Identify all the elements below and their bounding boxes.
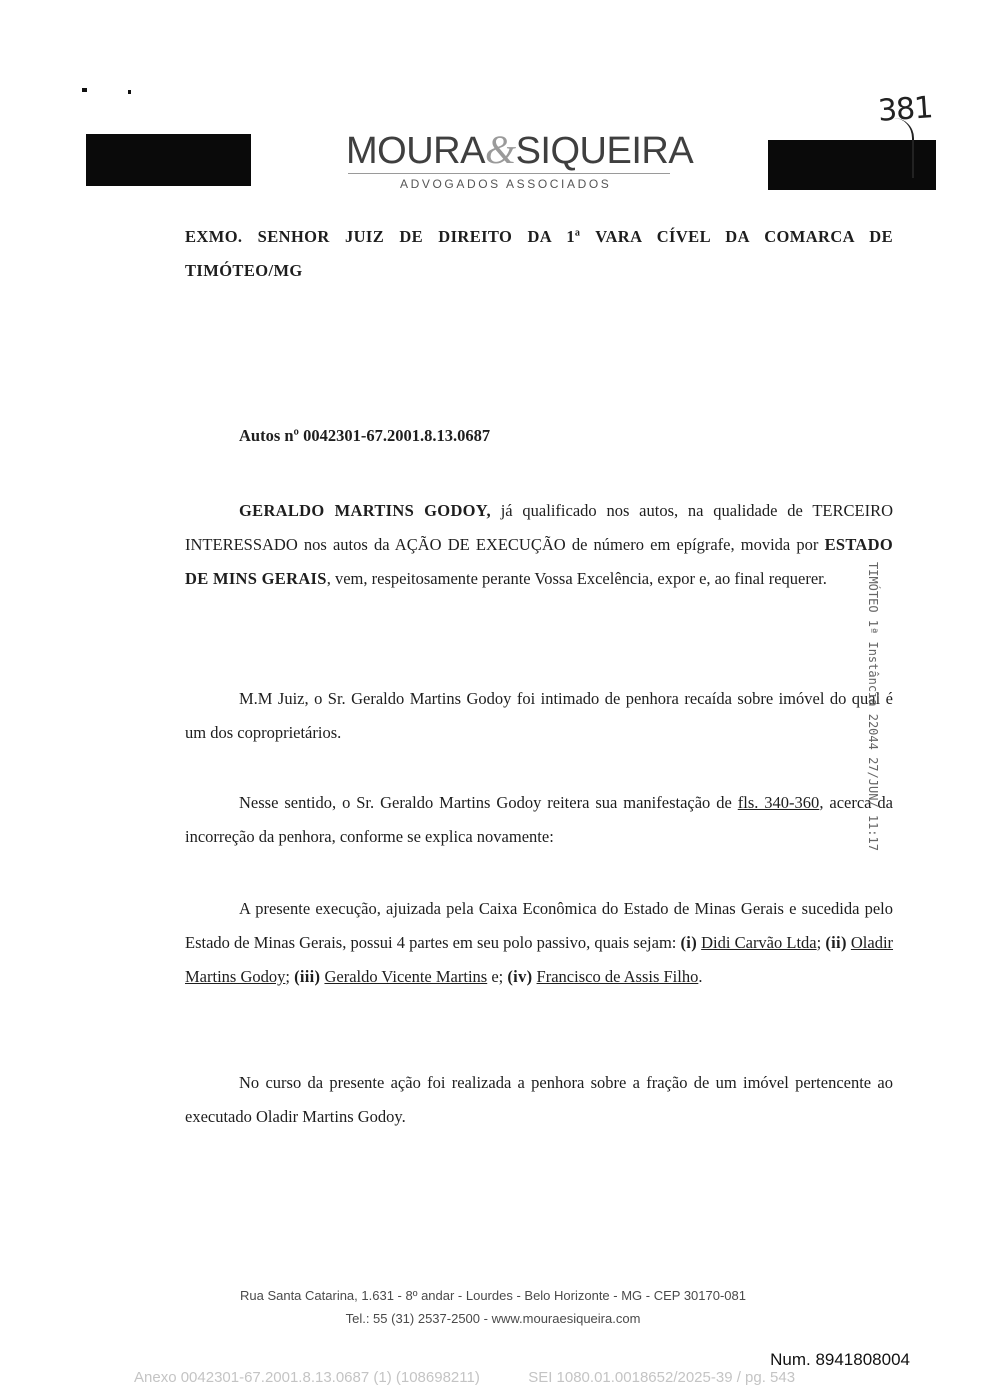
- footer-address: Rua Santa Catarina, 1.631 - 8º andar - Lourdes - Belo Horizonte - MG - CEP 30170-081: [239, 1288, 746, 1303]
- handwritten-page-number: 381: [876, 90, 934, 129]
- case-number: Autos nº 0042301-67.2001.8.13.0687: [239, 426, 491, 445]
- paragraph-reiteration: [185, 786, 893, 854]
- redaction-block-left: [86, 134, 251, 186]
- logo-divider: [348, 173, 670, 174]
- firm-name-part1: MOURA: [346, 130, 485, 172]
- scan-speck: [128, 90, 131, 94]
- paragraph-parties: [185, 892, 893, 994]
- paragraph-seizure: No curso da presente ação foi realizada a penhora sobre a fração de um imóvel pertencente ao executado Oladir Martins Godoy.: [185, 1073, 893, 1126]
- document-number: Num. 8941808004: [770, 1350, 910, 1369]
- annex-reference: Anexo 0042301-67.2001.8.13.0687 (1) (108698211): [134, 1369, 480, 1386]
- firm-ampersand: &: [484, 127, 516, 172]
- para1-text-2: , vem, respeitosamente perante Vossa Excelência, expor e, ao final requerer.: [326, 569, 827, 588]
- para3-text-2: , acerca da incorreção da penhora, conforme se explica novamente:: [185, 793, 893, 846]
- para4-text-1: A presente execução, ajuizada pela Caixa Econômica do Estado de Minas Gerais e sucedida pelo Estado de Minas Gerais, possui 4 partes em seu polo passivo, quais sejam:: [185, 899, 893, 952]
- opposing-party: ESTADO DE MINS GERAIS: [185, 535, 893, 588]
- addressee-line-1: EXMO. SENHOR JUIZ DE DIREITO DA 1ª VARA CÍVEL DA COMARCA DE: [185, 227, 893, 246]
- defendant-2: Oladir Martins Godoy: [185, 933, 894, 986]
- firm-name-part2: SIQUEIRA: [515, 130, 694, 172]
- firm-logo: [346, 127, 694, 172]
- separator: ;: [285, 967, 295, 986]
- para1-text-1: já qualificado nos autos, na qualidade de TERCEIRO INTERESSADO nos autos da AÇÃO DE EXECUÇÃO de número em epígrafe, movida por: [185, 501, 893, 554]
- court-filing-stamp: TIMÓTEO 1ª Instância 22044 27/JUN/ 11:17: [866, 562, 880, 851]
- paragraph-intro: [185, 494, 893, 596]
- defendant-4: Francisco de Assis Filho: [536, 967, 699, 986]
- separator: .: [698, 967, 703, 986]
- marker-ii: (ii): [825, 933, 847, 952]
- scan-speck: [82, 88, 87, 92]
- footer-contact: Tel.: 55 (31) 2537-2500 - www.mouraesiqueira.com: [345, 1311, 641, 1326]
- marker-iii: (iii): [294, 967, 321, 986]
- para3-text-1: Nesse sentido, o Sr. Geraldo Martins Godoy reitera sua manifestação de: [239, 793, 738, 812]
- marker-i: (i): [680, 933, 697, 952]
- defendant-3: Geraldo Vicente Martins: [324, 967, 488, 986]
- separator: ;: [816, 933, 826, 952]
- separator: e;: [487, 967, 508, 986]
- marker-iv: (iv): [507, 967, 533, 986]
- paragraph-notification: M.M Juiz, o Sr. Geraldo Martins Godoy foi intimado de penhora recaída sobre imóvel do qual é um dos coproprietários.: [185, 689, 893, 742]
- addressee-line-2: TIMÓTEO/MG: [185, 261, 303, 280]
- handwritten-mark: [892, 118, 914, 178]
- firm-subtitle: ADVOGADOS ASSOCIADOS: [400, 177, 612, 191]
- sei-reference: SEI 1080.01.0018652/2025-39 / pg. 543: [528, 1369, 796, 1386]
- system-footer: [134, 1369, 914, 1386]
- party-name: GERALDO MARTINS GODOY,: [239, 501, 491, 520]
- pages-reference: fls. 340-360: [737, 793, 820, 812]
- defendant-1: Didi Carvão Ltda: [701, 933, 817, 952]
